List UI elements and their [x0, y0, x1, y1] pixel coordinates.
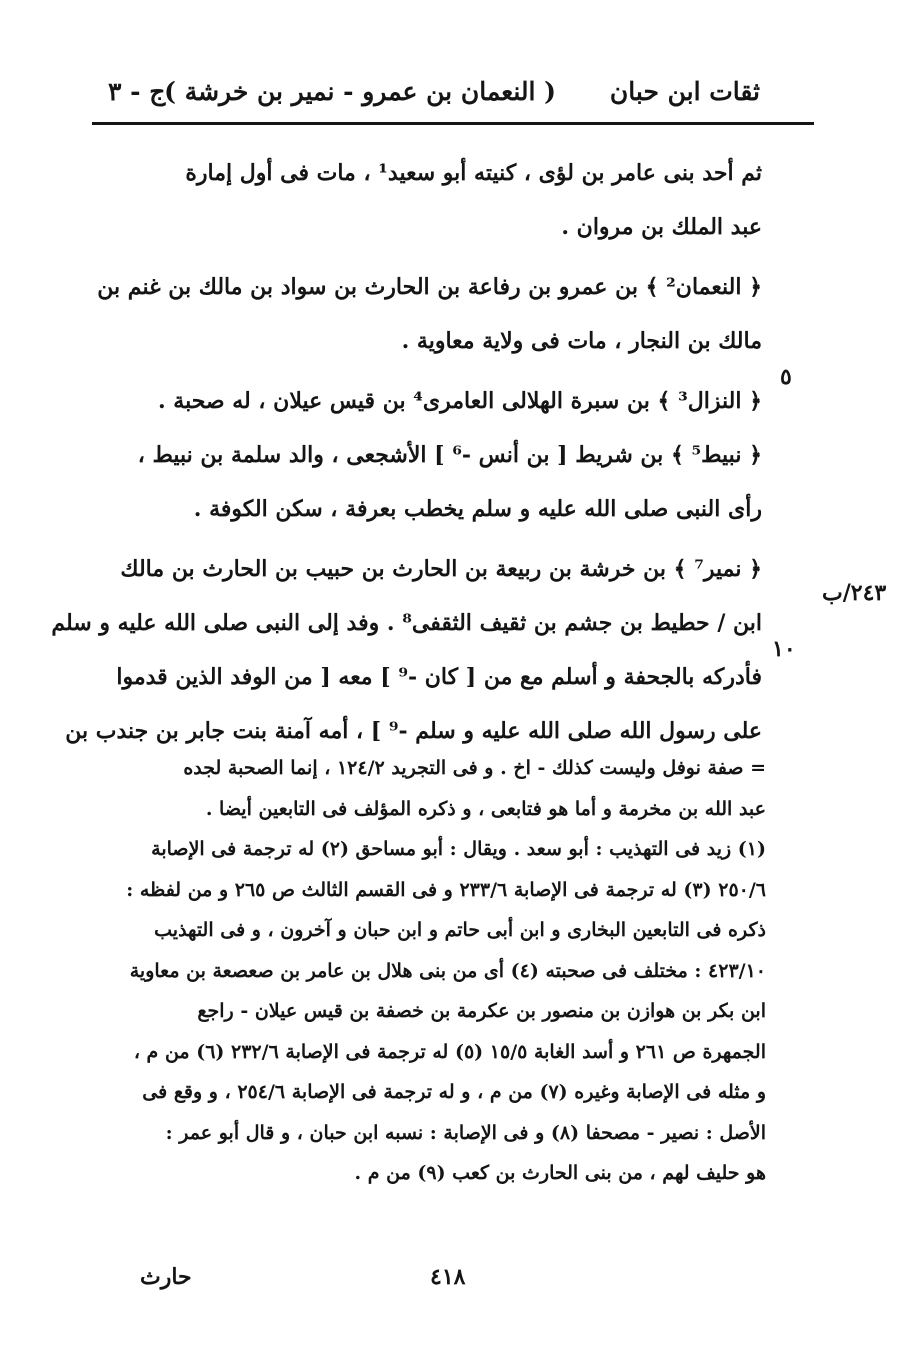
header-rule: [92, 122, 814, 125]
page-number: ٤١٨: [430, 1264, 466, 1290]
text-line: ابن / حطيط بن جشم بن ثقيف الثقفى⁸ . وفد إلى النبى صلى الله عليه و سلم: [51, 610, 762, 636]
main-text: [51, 146, 762, 758]
footnotes: [112, 748, 766, 1194]
footnote-line: (١) زيد فى التهذيب : أبو سعد . ويقال : أبو مساحق (٢) له ترجمة فى الإصابة: [151, 838, 766, 860]
footnote-line: هو حليف لهم ، من بنى الحارث بن كعب (٩) من م .: [354, 1162, 766, 1184]
folio-marker: ٢٤٣/ب: [822, 580, 887, 606]
text-line: عبد الملك بن مروان .: [561, 214, 762, 240]
footnote-line: الجمهرة ص ٢٦١ و أسد الغابة ١٥/٥ (٥) له ترجمة فى الإصابة ٢٣٢/٦ (٦) من م ،: [133, 1040, 766, 1063]
running-title: ثقات ابن حبان: [609, 77, 760, 106]
volume-label: ج - ٣: [108, 77, 166, 106]
signature-mark: حارث: [140, 1264, 192, 1290]
footnote-line: ابن بكر بن هوازن بن منصور بن عكرمة بن خصفة بن قيس عيلان - راجع: [197, 1000, 766, 1022]
footnote-line: ٤٢٣/١٠ : مختلف فى صحبته (٤) أى من بنى هلال بن عامر بن صعصعة بن معاوية: [129, 959, 766, 982]
footnote-line: الأصل : نصير - مصحفا (٨) و فى الإصابة : نسبه ابن حبان ، و قال أبو عمر :: [165, 1121, 766, 1144]
line-number-5: ٥: [780, 364, 792, 390]
entry-line-nazzal: ﴿ النزال³ ﴾ بن سبرة الهلالى العامرى⁴ بن قيس عيلان ، له صحبة .: [157, 388, 762, 414]
entry-line-numan: ﴿ النعمان² ﴾ بن عمرو بن رفاعة بن الحارث بن سواد بن مالك بن غنم بن: [97, 274, 762, 300]
footnote-line: و مثله فى الإصابة وغيره (٧) من م ، و له ترجمة فى الإصابة ٢٥٤/٦ ، و وقع فى: [142, 1081, 766, 1103]
text-line: على رسول الله صلى الله عليه و سلم -⁹ ] ، أمه آمنة بنت جابر بن جندب بن: [65, 718, 762, 744]
footnote-line: ذكره فى التابعين البخارى و ابن أبى حاتم و ابن حبان و آخرون ، و فى التهذيب: [154, 919, 766, 941]
footnote-line: عبد الله بن مخرمة و أما هو فتابعى ، و ذكره المؤلف فى التابعين أيضا .: [205, 797, 766, 820]
text-line: رأى النبى صلى الله عليه و سلم يخطب بعرفة ، سكن الكوفة .: [193, 496, 762, 522]
line-number-10: ١٠: [772, 636, 796, 662]
entry-line-nubayt: ﴿ نبيط⁵ ﴾ بن شريط [ بن أنس -⁶ ] الأشجعى ، والد سلمة بن نبيط ،: [137, 442, 762, 468]
section-title: ( النعمان بن عمرو - نمير بن خرشة ): [164, 77, 556, 106]
text-line: فأدركه بالجحفة و أسلم مع من [ كان -⁹ ] معه [ من الوفد الذين قدموا: [116, 664, 762, 690]
footnote-line: ٢٥٠/٦ (٣) له ترجمة فى الإصابة ٢٣٣/٦ و فى القسم الثالث ص ٢٦٥ و من لفظه :: [126, 878, 766, 901]
text-line: ثم أحد بنى عامر بن لؤى ، كنيته أبو سعيد¹ ، مات فى أول إمارة: [185, 160, 762, 186]
footnote-line: = صفة نوفل وليست كذلك - اخ . و فى التجريد ١٢٤/٢ ، إنما الصحبة لجده: [183, 757, 766, 779]
entry-line-numayr: ﴿ نمير⁷ ﴾ بن خرشة بن ربيعة بن الحارث بن حبيب بن الحارث بن مالك: [120, 556, 762, 582]
text-line: مالك بن النجار ، مات فى ولاية معاوية .: [401, 328, 762, 354]
